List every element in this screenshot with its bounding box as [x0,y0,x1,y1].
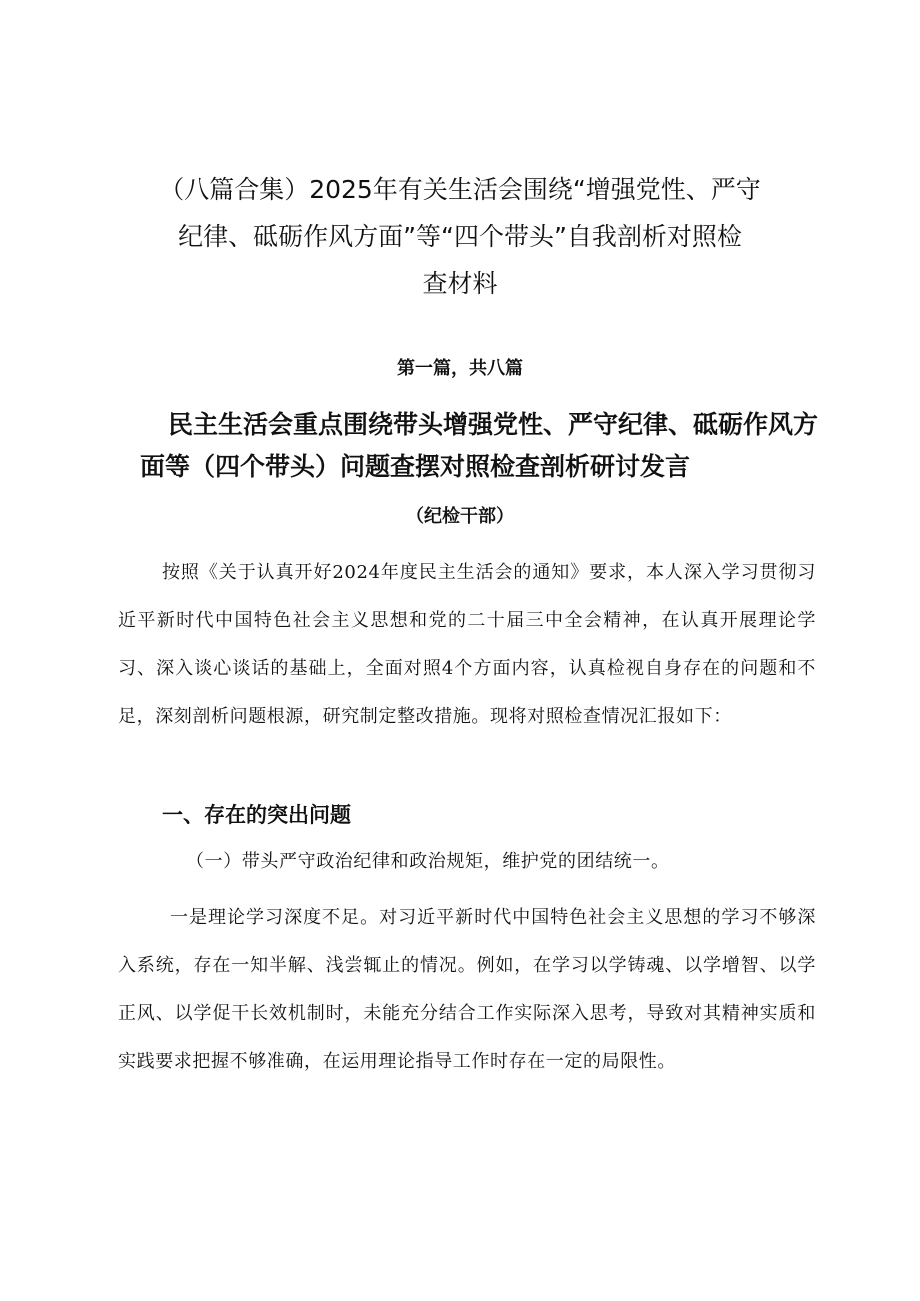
section-heading: 一、存在的突出问题 [162,803,351,827]
document-title [150,166,770,307]
sub-heading: （一）带头严守政治纪律和政治规矩，维护党的团结统一。 [186,851,670,872]
intro-paragraph: 按照《关于认真开好2024年度民主生活会的通知》要求，本人深入学习贯彻习近平新时代中国特色社会主义思想和党的二十届三中全会精神，在认真开展理论学习、深入谈心谈话的基础上，全面对照4个方面内容，认真检视自身存在的问题和不足，深刻剖析问题根源，研究制定整改措施。现将对照检查情况汇报如下： [118,562,816,727]
speech-title [120,404,840,488]
author-label: （纪检干部） [406,506,514,527]
point-paragraph: 一是理论学习深度不足。对习近平新时代中国特色社会主义思想的学习不够深入系统，存在一知半解、浅尝辄止的情况。例如，在学习以学铸魂、以学增智、以学正风、以学促干长效机制时，未能充分结合工作实际深入思考，导致对其精神实质和实践要求把握不够准确，在运用理论指导工作时存在一定的局限性。 [118,907,816,1072]
speech-title-line-2: 面等（四个带头）问题查摆对照检查剖析研讨发言 [140,452,691,481]
title-line-1: （八篇合集）2025年有关生活会围绕“增强党性、严守 [159,175,761,204]
speech-title-line-1: 民主生活会重点围绕带头增强党性、严守纪律、砥砺作风方 [168,410,819,439]
part-label: 第一篇，共八篇 [397,358,523,379]
title-line-3: 查材料 [422,269,498,298]
title-line-2: 纪律、砥砺作风方面”等“四个带头”自我剖析对照检 [178,222,742,251]
